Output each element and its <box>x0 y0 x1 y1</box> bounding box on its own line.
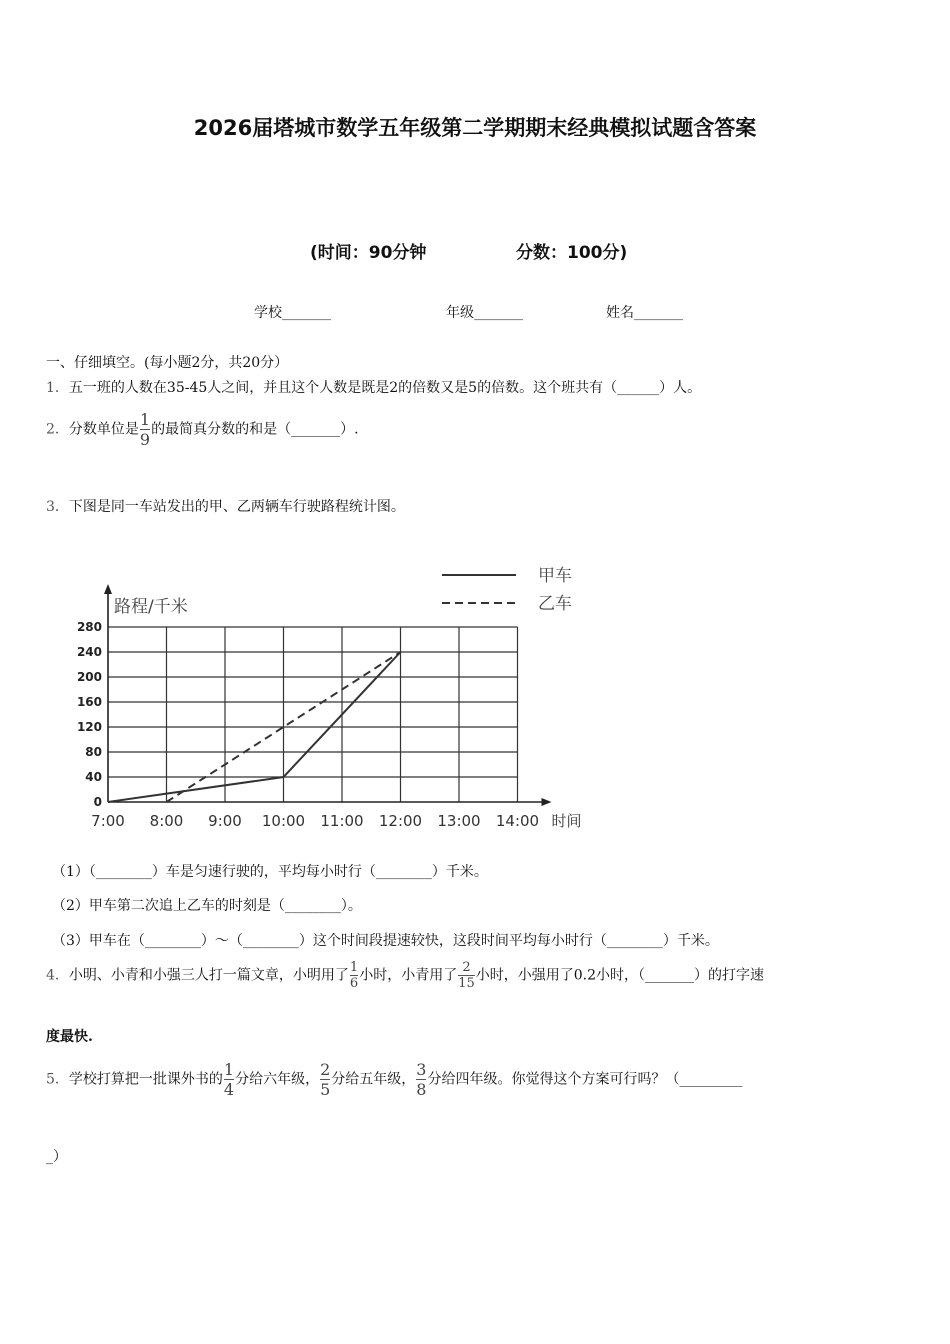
question-text: 学校打算把一批课外书的 <box>68 1071 223 1088</box>
fraction-denominator: 4 <box>223 1080 235 1099</box>
name-field: 姓名_______ <box>606 305 683 321</box>
x-tick-label: 13:00 <box>437 812 481 830</box>
question-3 <box>46 496 405 516</box>
y-tick-label: 80 <box>85 745 102 759</box>
fraction <box>320 1060 330 1099</box>
y-tick-label: 40 <box>85 770 102 784</box>
fraction-denominator: 8 <box>416 1080 427 1099</box>
fraction-numerator: 2 <box>462 960 471 975</box>
y-tick-label: 240 <box>76 645 102 659</box>
question-text: 分给六年级， <box>235 1071 320 1088</box>
school-field: 学校_______ <box>254 305 331 321</box>
question-text: 小时，小青用了 <box>359 967 458 984</box>
y-tick-label: 160 <box>76 695 102 709</box>
x-axis-label: 时间 <box>551 812 582 830</box>
question-number: 5． <box>46 1071 69 1088</box>
y-tick-label: 280 <box>76 620 102 634</box>
question-number: 2． <box>46 421 69 438</box>
fraction-denominator: 9 <box>139 430 151 449</box>
question-text: 分给四年级。你觉得这个方案可行吗？（_________ <box>427 1071 743 1088</box>
chart-axes <box>104 584 552 806</box>
fraction <box>224 1060 234 1099</box>
y-tick-label: 0 <box>93 795 102 809</box>
fraction <box>350 960 358 991</box>
fraction-denominator: 5 <box>320 1080 331 1099</box>
question-number: 4． <box>46 967 69 984</box>
x-tick-labels <box>91 812 539 830</box>
question-4 <box>46 960 764 991</box>
legend-label: 甲车 <box>538 566 572 586</box>
question-text: 小明、小青和小强三人打一篇文章，小明用了 <box>68 967 349 984</box>
question-4-continued: 度最快. <box>46 1029 93 1045</box>
time-label: (时间：90分钟 <box>310 243 427 263</box>
fraction-denominator: 15 <box>458 976 475 991</box>
y-axis-label: 路程/千米 <box>114 597 188 617</box>
x-tick-label: 12:00 <box>378 812 423 830</box>
question-1 <box>46 377 701 397</box>
question-3-part-1: （1）（________）车是匀速行驶的，平均每小时行（________）千米。 <box>52 864 488 880</box>
question-5-continued: _） <box>46 1149 67 1165</box>
fraction-numerator: 1 <box>349 960 359 975</box>
section-heading: 一、仔细填空。(每小题2分，共20分） <box>46 355 289 371</box>
chart-legend <box>442 566 572 614</box>
y-tick-label: 200 <box>76 670 102 684</box>
x-tick-label: 7:00 <box>91 812 125 830</box>
question-3-part-2: （2）甲车第二次追上乙车的时刻是（________）。 <box>52 898 362 914</box>
fraction-numerator: 1 <box>139 410 151 429</box>
x-axis-arrow <box>542 798 552 806</box>
fraction-denominator: 6 <box>349 976 359 991</box>
x-tick-label: 8:00 <box>149 812 184 830</box>
question-text: 小时，小强用了0.2小时，（_______）的打字速 <box>475 967 765 984</box>
question-number: 3． <box>46 499 69 515</box>
fraction <box>458 960 475 991</box>
question-3-part-3: （3）甲车在（________）～（________）这个时间段提速较快，这段时间平均每小时行（________）千米。 <box>52 933 719 949</box>
y-tick-labels <box>77 620 102 809</box>
x-tick-label: 10:00 <box>261 812 306 830</box>
distance-line-chart <box>58 550 668 840</box>
question-text: 分数单位是 <box>68 421 139 438</box>
question-5 <box>46 1060 742 1099</box>
question-text: 五一班的人数在35-45人之间，并且这个人数是既是2的倍数又是5的倍数。这个班共有（______）人。 <box>68 380 702 396</box>
fraction <box>140 410 150 449</box>
question-text: 的最简真分数的和是（_______）. <box>151 421 359 438</box>
x-tick-label: 14:00 <box>495 812 540 830</box>
fraction <box>416 1060 426 1099</box>
question-2 <box>46 410 359 449</box>
question-text: 分给五年级， <box>331 1071 416 1088</box>
y-axis-arrow <box>104 584 112 594</box>
fraction-numerator: 3 <box>416 1060 427 1079</box>
score-label: 分数：100分) <box>516 243 628 263</box>
question-number: 1． <box>46 380 69 396</box>
question-text: 下图是同一车站发出的甲、乙两辆车行驶路程统计图。 <box>68 499 405 515</box>
page-title: 2026届塔城市数学五年级第二学期期末经典模拟试题含答案 <box>193 116 757 140</box>
chart-grid <box>108 627 518 802</box>
legend-label: 乙车 <box>538 594 572 614</box>
fraction-numerator: 2 <box>320 1060 331 1079</box>
grade-field: 年级_______ <box>446 305 523 321</box>
x-tick-label: 11:00 <box>320 812 364 830</box>
fraction-numerator: 1 <box>223 1060 235 1079</box>
y-tick-label: 120 <box>76 720 102 734</box>
x-tick-label: 9:00 <box>208 812 242 830</box>
